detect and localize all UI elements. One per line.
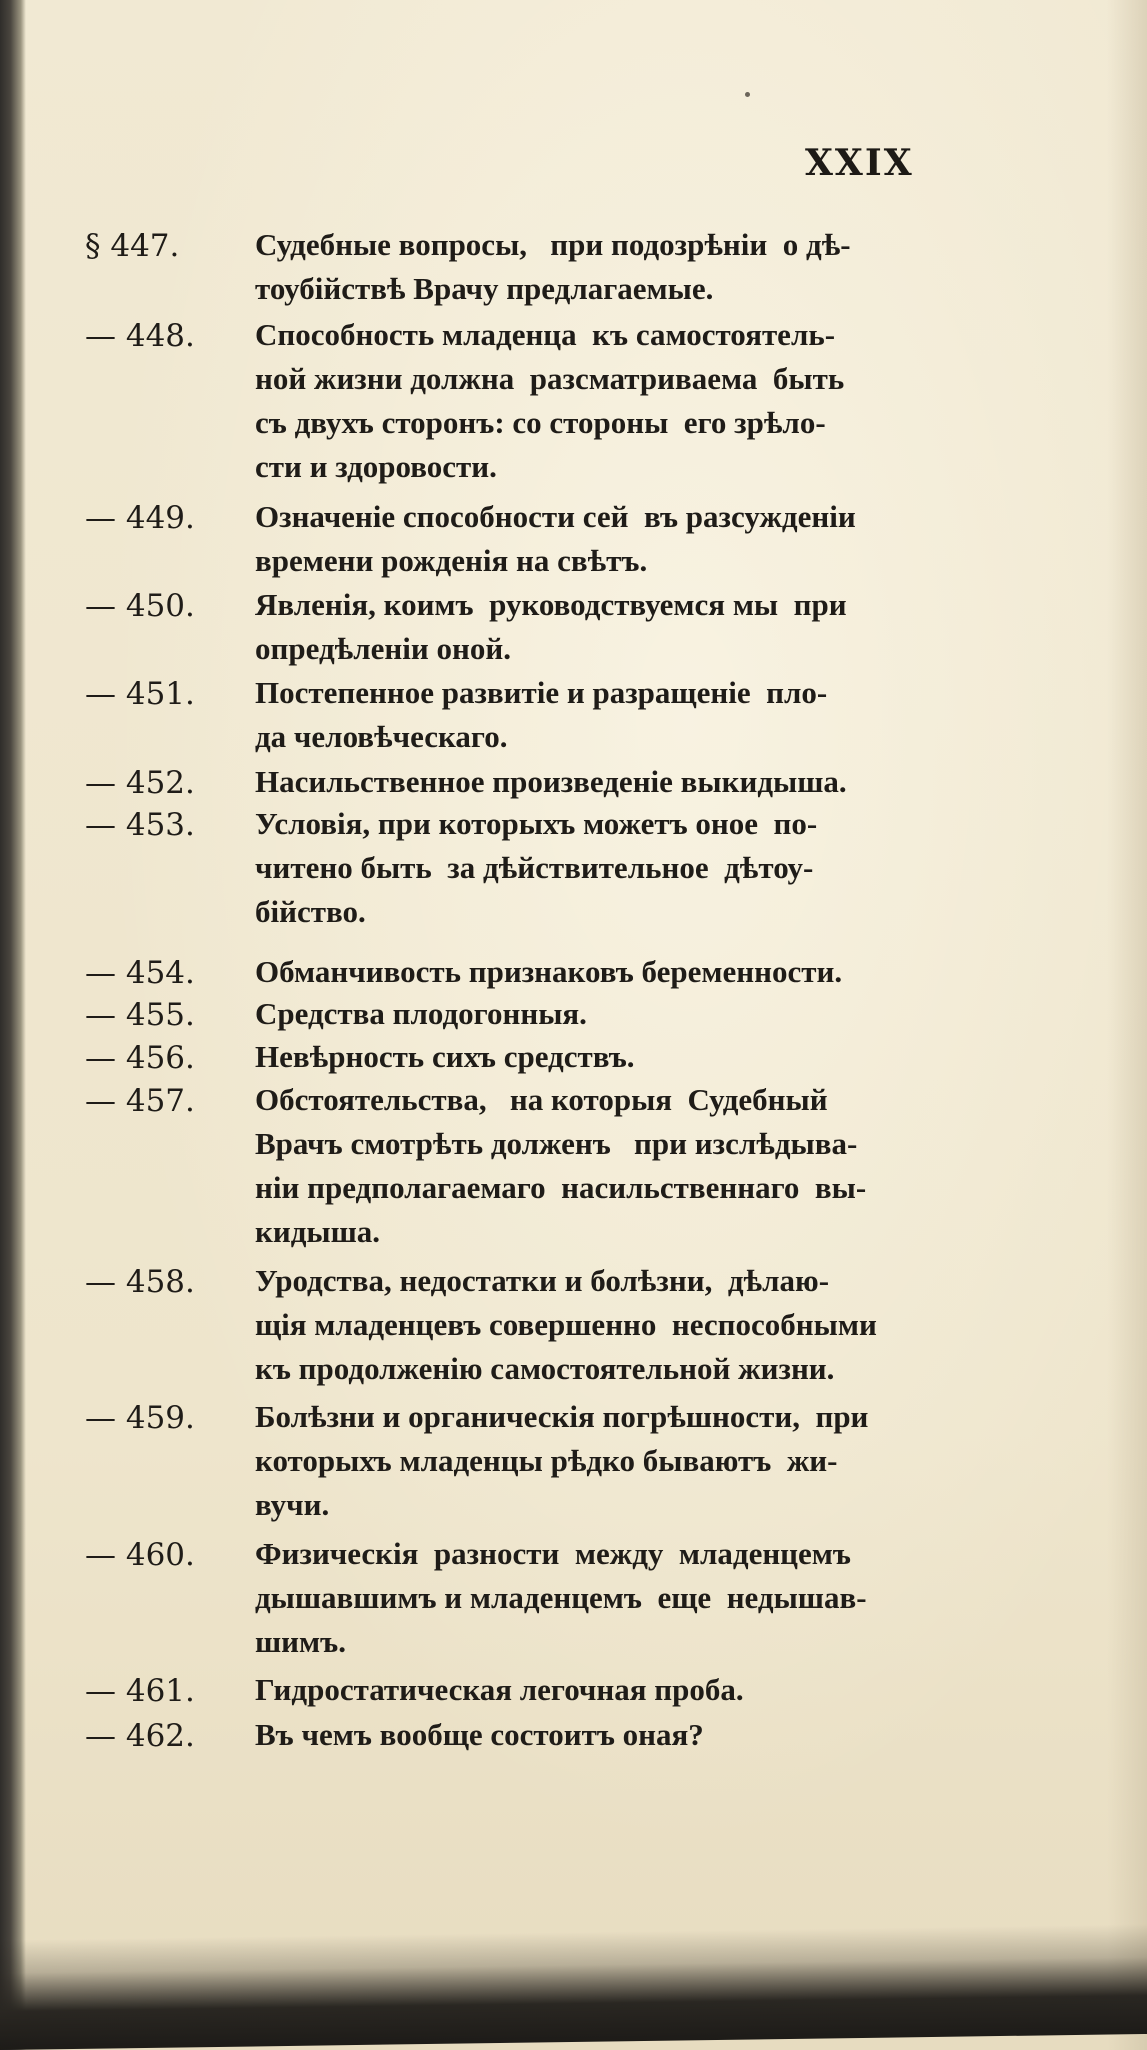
section-title-line: Означеніе способности сей въ разсужденіи: [255, 499, 856, 534]
section-title-line: Въ чемъ вообще состоитъ оная?: [255, 1717, 704, 1752]
section-title-line: къ продолженію самостоятельной жизни.: [255, 1351, 835, 1386]
section-title-line: съ двухъ сторонъ: со стороны его зрѣло-: [255, 405, 826, 440]
section-title-line: Явленія, коимъ руководствуемся мы при: [255, 587, 847, 622]
section-number: — 459.: [85, 1400, 195, 1436]
section-number: — 461.: [85, 1673, 195, 1709]
section-title-line: сти и здоровости.: [255, 449, 497, 484]
section-title-line: шимъ.: [255, 1624, 346, 1659]
section-title-line: Гидростатическая легочная проба.: [255, 1672, 744, 1707]
section-title-line: опредѣленіи оной.: [255, 631, 511, 666]
section-title-line: Постепенное развитіе и разращеніе пло-: [255, 675, 828, 710]
section-title-line: дышавшимъ и младенцемъ еще недышав-: [255, 1580, 867, 1615]
section-title-line: Судебные вопросы, при подозрѣніи о дѣ-: [255, 227, 851, 262]
section-title-line: Невѣрность сихъ средствъ.: [255, 1039, 635, 1074]
section-title-line: ніи предполагаемаго насильственнаго вы-: [255, 1170, 867, 1205]
section-number: — 450.: [85, 588, 195, 624]
section-title-line: щія младенцевъ совершенно неспособными: [255, 1307, 877, 1342]
page-number: XXIX: [805, 142, 914, 184]
paper-speck: [745, 92, 750, 97]
section-number: — 451.: [85, 676, 195, 712]
section-number: — 457.: [85, 1083, 195, 1119]
page-binding-shadow: [0, 0, 26, 2050]
section-title-line: вучи.: [255, 1487, 330, 1522]
section-title-line: Уродства, недостатки и болѣзни, дѣлаю-: [255, 1263, 830, 1298]
section-title-line: Обстоятельства, на которыя Судебный: [255, 1082, 828, 1117]
section-title-line: бійство.: [255, 894, 366, 929]
section-title-line: ной жизни должна разсматриваема быть: [255, 361, 845, 396]
section-title-line: времени рожденія на свѣтъ.: [255, 543, 648, 578]
section-title-line: Способность младенца къ самостоятель-: [255, 317, 836, 352]
section-title-line: тоубійствѣ Врачу предлагаемые.: [255, 271, 714, 306]
section-number: § 447.: [85, 228, 180, 264]
section-title-line: Физическія разности между младенцемъ: [255, 1536, 851, 1571]
page-edge-shade: [1107, 0, 1147, 2050]
section-title-line: Обманчивость признаковъ беременности.: [255, 954, 843, 989]
section-number: — 458.: [85, 1264, 195, 1300]
section-number: — 456.: [85, 1040, 195, 1076]
section-title-line: Средства плодогонныя.: [255, 996, 587, 1031]
section-title-line: читено быть за дѣйствительное дѣтоу-: [255, 850, 814, 885]
section-title-line: Болѣзни и органическія погрѣшности, при: [255, 1399, 869, 1434]
section-number: — 453.: [85, 807, 195, 843]
section-number: — 448.: [85, 318, 195, 354]
section-number: — 455.: [85, 997, 195, 1033]
section-title-line: кидыша.: [255, 1214, 381, 1249]
section-title-line: да человѣческаго.: [255, 719, 508, 754]
section-number: — 462.: [85, 1718, 195, 1754]
section-title-line: Насильственное произведеніе выкидыша.: [255, 764, 847, 799]
section-title-line: Врачъ смотрѣть долженъ при изслѣдыва-: [255, 1126, 858, 1161]
section-title-line: которыхъ младенцы рѣдко бываютъ жи-: [255, 1443, 838, 1478]
section-number: — 452.: [85, 765, 195, 801]
section-number: — 460.: [85, 1537, 195, 1573]
section-title-line: Условія, при которыхъ можетъ оное по-: [255, 806, 818, 841]
scan-bottom-shadow: [0, 1924, 1147, 2050]
section-number: — 454.: [85, 955, 195, 991]
section-number: — 449.: [85, 500, 195, 536]
